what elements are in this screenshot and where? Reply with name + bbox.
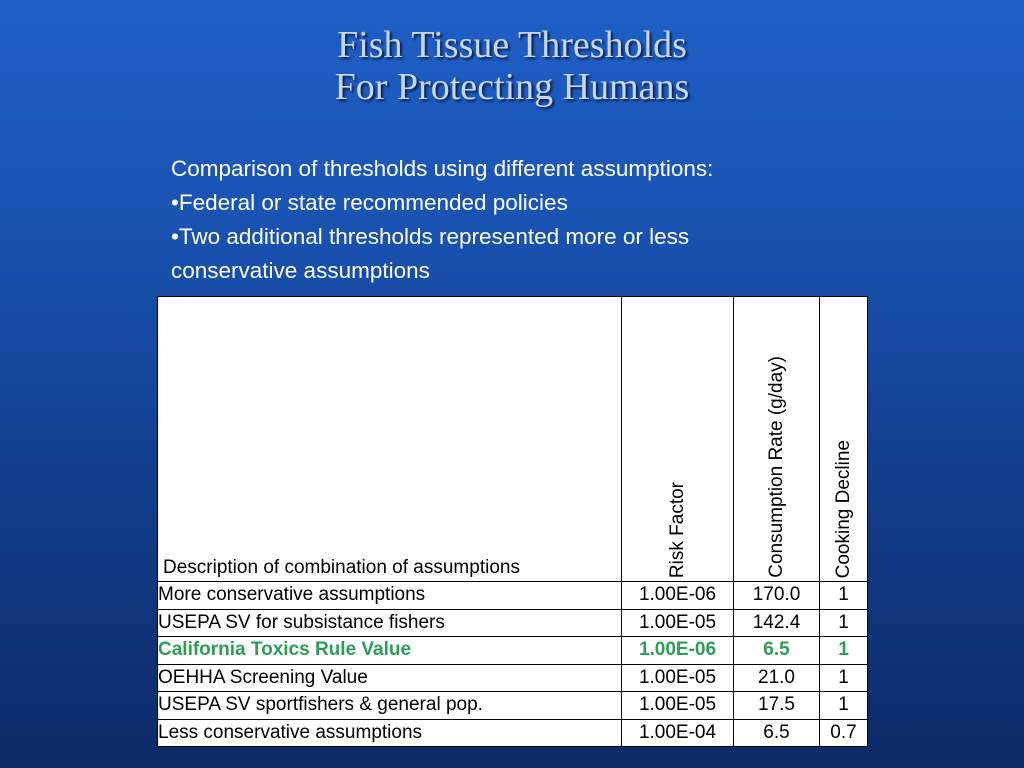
row-risk-factor: 1.00E-04	[622, 719, 734, 747]
row-risk-factor: 1.00E-06	[622, 582, 734, 610]
row-description: USEPA SV for subsistance fishers	[158, 609, 622, 637]
row-cooking-decline: 1	[820, 664, 868, 692]
row-description: California Toxics Rule Value	[158, 637, 622, 665]
row-description: USEPA SV sportfishers & general pop.	[158, 692, 622, 720]
thresholds-table	[157, 296, 868, 747]
row-description: More conservative assumptions	[158, 582, 622, 610]
header-cooking-decline	[820, 297, 868, 582]
slide-title	[0, 24, 1024, 108]
intro-bullet-2: •Two additional thresholds represented more or less	[171, 224, 690, 249]
row-cooking-decline: 1	[820, 609, 868, 637]
row-risk-factor: 1.00E-05	[622, 664, 734, 692]
row-consumption-rate: 17.5	[734, 692, 820, 720]
row-consumption-rate: 6.5	[734, 719, 820, 747]
table-row	[158, 692, 868, 720]
header-description	[158, 297, 622, 582]
slide-title-line-2: For Protecting Humans	[334, 66, 690, 108]
table-row	[158, 664, 868, 692]
header-consumption-rate-label: Consumption Rate (g/day)	[765, 356, 787, 578]
row-cooking-decline: 1	[820, 637, 868, 665]
row-consumption-rate: 21.0	[734, 664, 820, 692]
row-description: OEHHA Screening Value	[158, 664, 622, 692]
row-cooking-decline: 1	[820, 692, 868, 720]
header-risk-factor-label: Risk Factor	[666, 481, 688, 578]
row-risk-factor: 1.00E-05	[622, 609, 734, 637]
intro-line-1: Comparison of thresholds using different assumptions:	[171, 156, 714, 181]
table-header-row	[158, 297, 868, 582]
header-cooking-decline-label: Cooking Decline	[832, 439, 854, 578]
table-row-highlighted	[158, 637, 868, 665]
intro-text	[171, 152, 891, 288]
row-risk-factor: 1.00E-06	[622, 637, 734, 665]
table-row	[158, 719, 868, 747]
table-row	[158, 582, 868, 610]
table-row	[158, 609, 868, 637]
header-description-label: Description of combination of assumptions	[163, 557, 520, 578]
slide-title-line-1: Fish Tissue Thresholds	[337, 24, 687, 66]
row-cooking-decline: 1	[820, 582, 868, 610]
row-cooking-decline: 0.7	[820, 719, 868, 747]
row-risk-factor: 1.00E-05	[622, 692, 734, 720]
intro-bullet-1: •Federal or state recommended policies	[171, 190, 568, 215]
header-consumption-rate	[734, 297, 820, 582]
intro-bullet-2-continued: conservative assumptions	[171, 258, 430, 283]
row-consumption-rate: 170.0	[734, 582, 820, 610]
header-risk-factor	[622, 297, 734, 582]
row-consumption-rate: 142.4	[734, 609, 820, 637]
row-consumption-rate: 6.5	[734, 637, 820, 665]
row-description: Less conservative assumptions	[158, 719, 622, 747]
